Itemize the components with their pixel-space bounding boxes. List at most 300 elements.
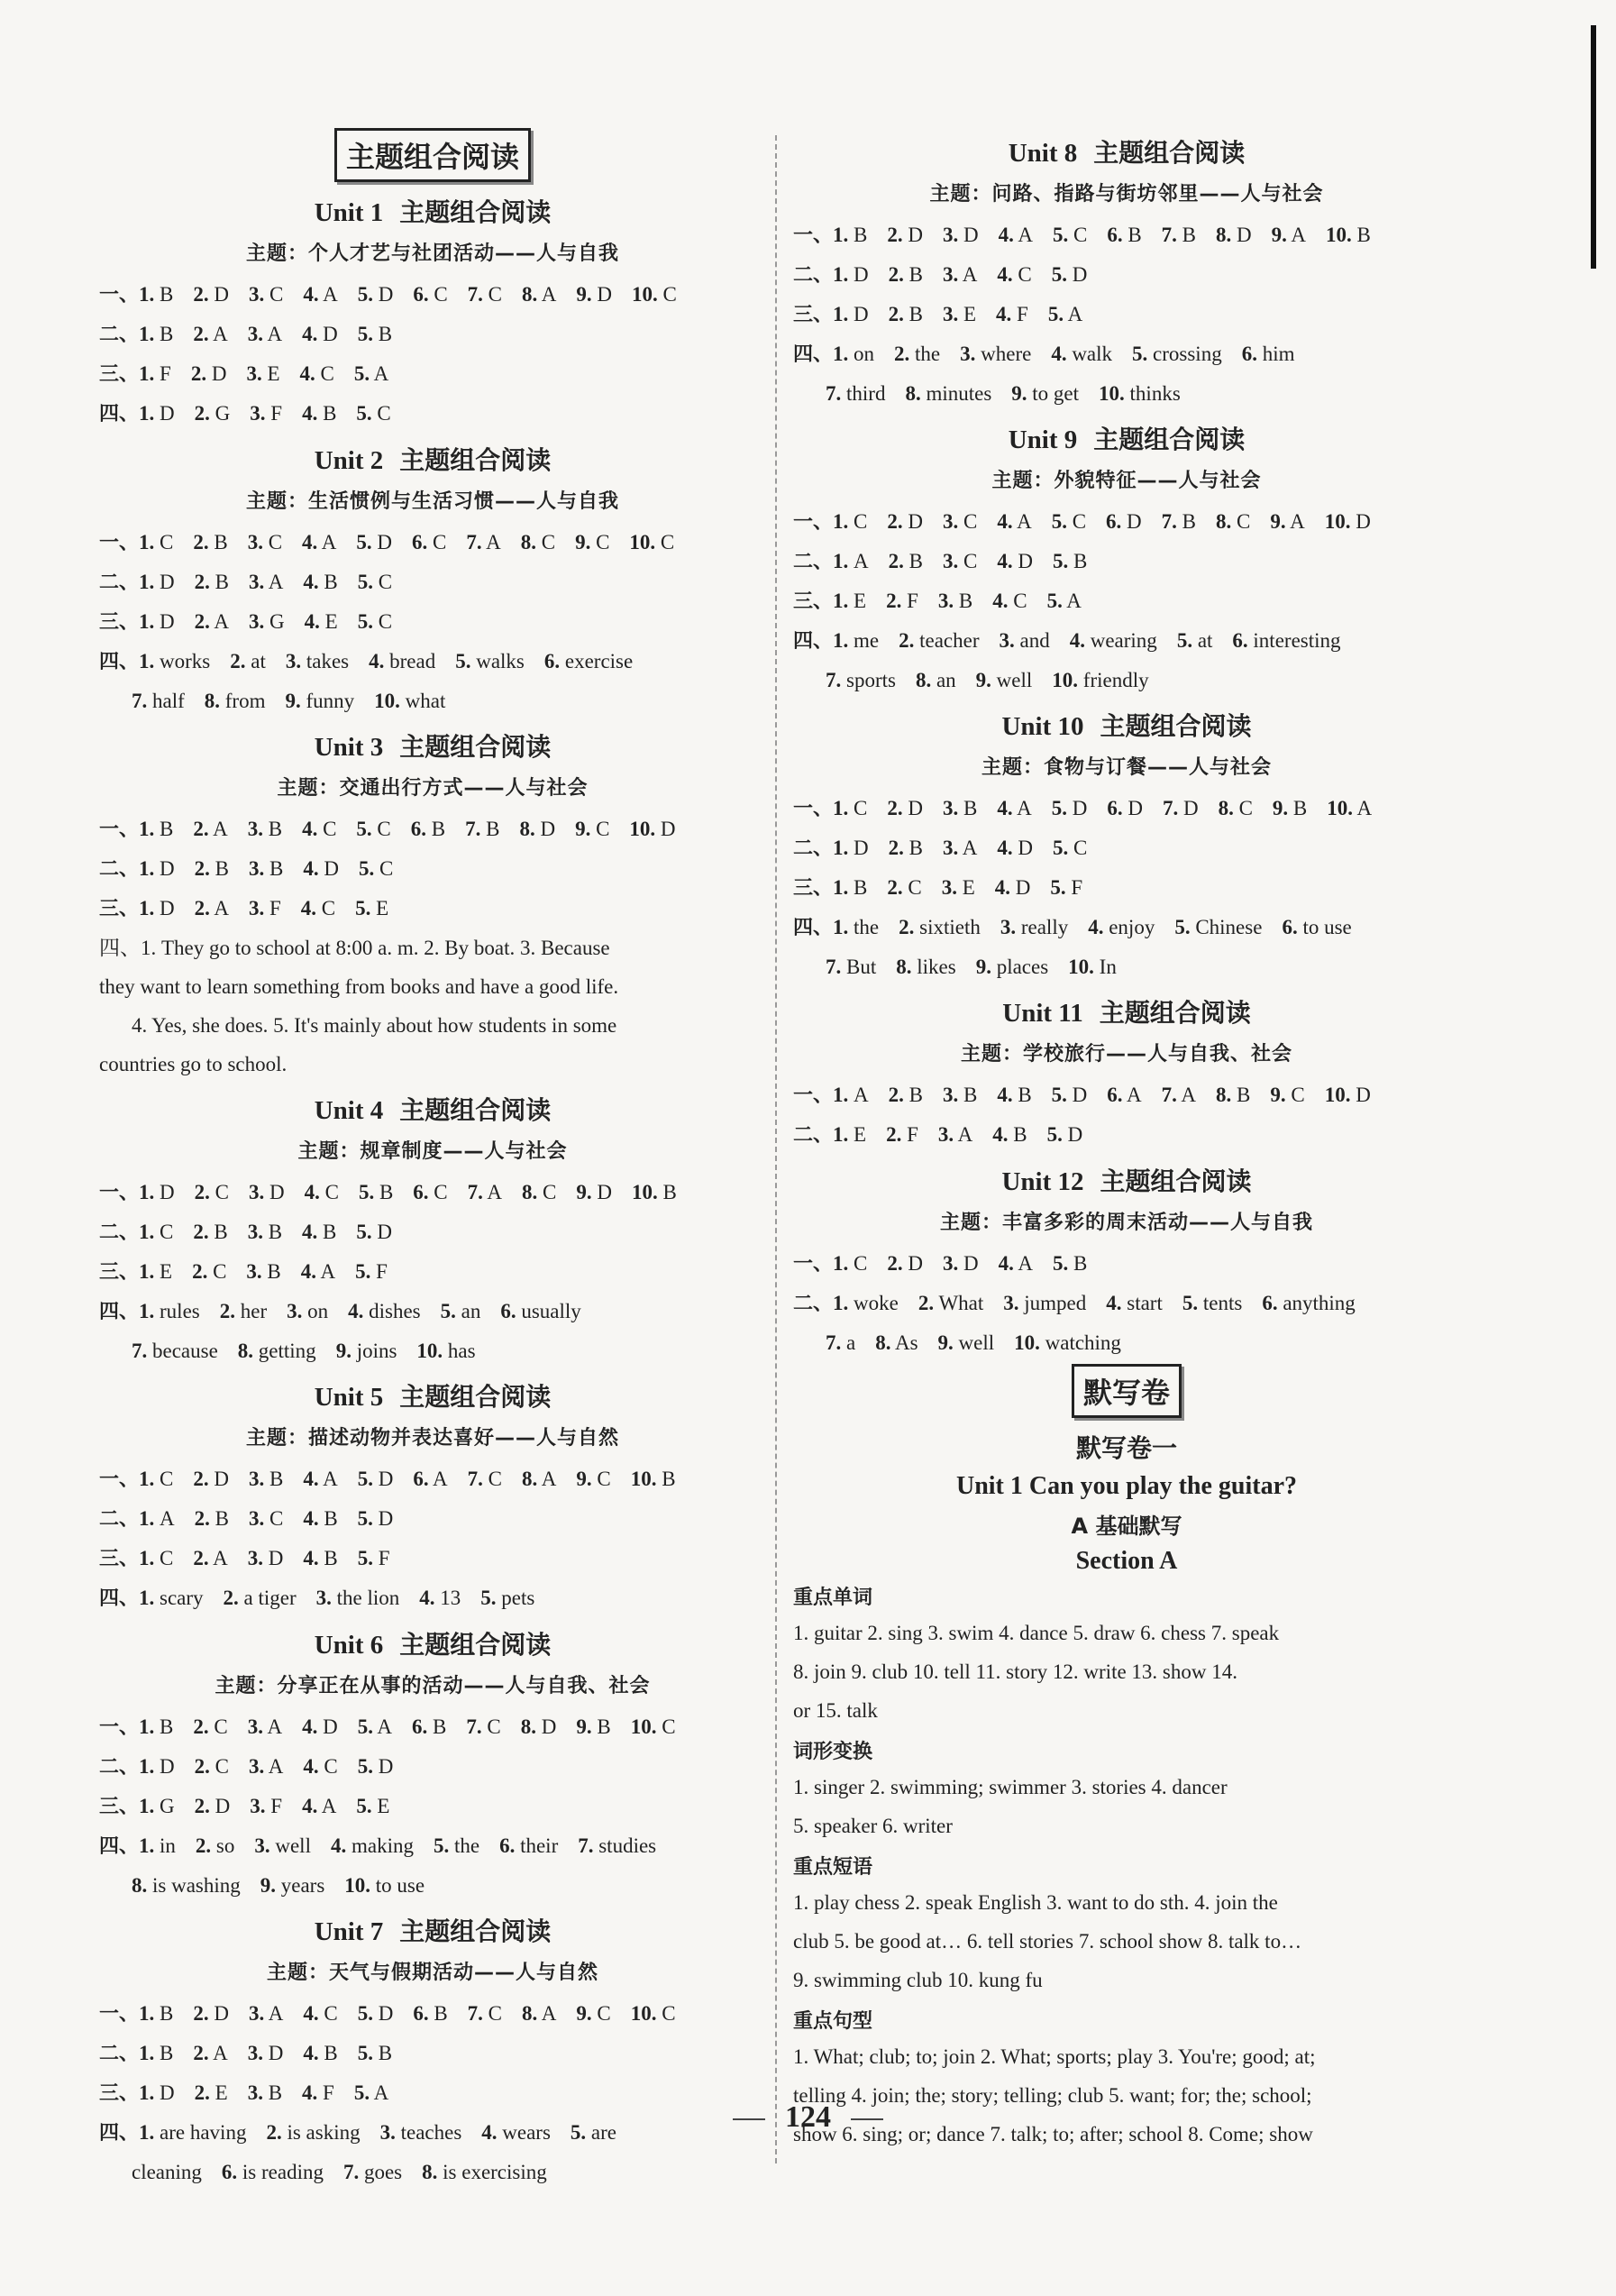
answer-item [413,1181,447,1203]
answer-number: 1. [139,2081,155,2104]
answer-item [943,303,976,325]
row-lead: 二、 [99,324,140,346]
answer-item [576,1468,610,1490]
answer-number: 1. [139,283,155,306]
answer-item [132,1340,218,1362]
answer-paragraph [99,928,766,1084]
answer-number: 6. [412,1715,428,1738]
answer-item [139,1715,173,1738]
answer-value: on [854,343,875,365]
answer-number: 6. [1241,343,1257,365]
answer-number: 8. [204,690,221,712]
answer-row [99,563,766,602]
answer-number: 1. [139,2121,155,2144]
answer-number: 9. [576,283,592,306]
answer-item [960,343,1031,365]
answer-row [793,1323,1460,1362]
answer-item [434,1834,479,1857]
answer-value: A [1018,1252,1033,1275]
answer-number: 4. [302,1715,318,1738]
answer-item [629,818,675,840]
answer-item [576,1181,612,1203]
answer-value: usually [521,1300,581,1322]
answer-value: crossing [1153,343,1222,365]
answer-value: A [267,323,283,345]
answer-number: 2. [194,610,210,633]
unit-theme: 主题：食物与订餐——人与社会 [981,756,1272,779]
answer-number: 2. [887,1252,903,1275]
answer-value: D [908,224,923,246]
unit-title-zh: 主题组合阅读 [1100,1166,1252,1196]
paragraph-text: they want to learn something from books and have a good life. [99,975,619,998]
answer-item [195,1795,231,1817]
answer-number: 7. [1162,797,1179,819]
answer-row [793,255,1460,295]
paragraph-text: 4. Yes, she does. 5. It's mainly about how students in some [132,1014,617,1037]
answer-item [139,1468,173,1490]
answer-number: 1. [833,263,849,286]
unit-title [793,133,1460,169]
answer-item [359,857,393,880]
answer-value: D [1015,876,1031,899]
answer-value: B [160,2002,174,2025]
row-lead: 一、 [99,1716,140,1739]
answer-row [99,1866,766,1905]
answer-number: 4. [330,1834,347,1857]
answer-value: B [908,837,923,859]
answer-item [1107,1084,1141,1106]
answer-row [99,1331,766,1370]
answer-number: 5. [1051,510,1067,533]
answer-item [285,690,354,712]
answer-value: A [321,531,337,553]
answer-number: 8. [905,382,921,405]
answer-number: 3. [248,2002,265,2025]
unit-title-zh: 主题组合阅读 [399,445,552,475]
answer-number: 4. [369,650,385,672]
answer-item [193,2002,229,2025]
answer-value: woke [854,1292,899,1314]
answer-number: 10. [1014,1331,1040,1354]
answer-number: 2. [190,362,207,385]
answer-item [833,1252,867,1275]
answer-item [833,837,869,859]
answer-number: 9. [1272,797,1289,819]
answer-value: E [377,1795,390,1817]
answer-value: D [1356,510,1371,533]
answer-value: F [376,1260,388,1283]
answer-number: 4. [303,1547,319,1569]
answer-item [1106,510,1142,533]
answer-row [793,542,1460,581]
answer-item [1270,510,1304,533]
answer-number: 1. [833,876,849,899]
answer-value: A [377,1715,393,1738]
answer-item [302,1715,338,1738]
answer-row [793,908,1460,947]
answer-item [369,650,435,672]
answer-number: 3. [937,590,954,612]
answer-value: C [1072,510,1087,533]
paragraph-line [99,967,766,1006]
unit-title-zh: 主题组合阅读 [1093,138,1246,168]
answer-number: 4. [998,1252,1014,1275]
answer-item [356,818,390,840]
answer-value: the [915,343,941,365]
answer-item [631,1715,676,1738]
answer-value: pets [501,1587,535,1609]
answer-item [412,1715,446,1738]
answer-row [99,2034,766,2073]
answer-number: 4. [303,1755,319,1778]
answer-item [249,2002,283,2025]
answer-item [1051,343,1112,365]
answer-number: 5. [357,1715,373,1738]
unit-title [793,420,1460,456]
answer-item [1053,550,1087,572]
answer-number: 8. [1218,797,1234,819]
answer-value: F [907,590,918,612]
dictation-line: 1. singer 2. swimming; swimmer 3. stories 4. dancer [793,1776,1228,1798]
answer-value: minutes [926,382,992,405]
right-units [793,133,1460,1362]
answer-number: 5. [357,571,373,593]
answer-number: 3. [248,1181,265,1203]
right-column [793,126,1460,2154]
row-lead: 二、 [793,551,834,573]
row-lead: 一、 [99,1468,140,1491]
answer-item [303,1468,337,1490]
answer-value: half [152,690,185,712]
answer-value: A [323,283,338,306]
answer-item [1047,1123,1083,1146]
answer-value: A [213,2042,228,2064]
answer-value: E [376,897,389,919]
answer-item [248,1547,284,1569]
answer-number: 6. [1262,1292,1278,1314]
answer-row [793,334,1460,374]
answer-item [1000,629,1050,652]
answer-value: A [1181,1084,1197,1106]
answer-value: scary [160,1587,204,1609]
answer-number: 6. [1107,1084,1123,1106]
row-lead: 三、 [99,611,140,634]
answer-value: B [1018,1084,1032,1106]
answer-value: B [486,818,500,840]
answer-row [99,1499,766,1539]
answer-number: 2. [888,837,904,859]
page-number: 124 [0,2100,1616,2135]
answer-value: A [854,550,869,572]
answer-item [254,1834,311,1857]
answer-number: 2. [899,916,915,938]
row-lead: 二、 [793,1124,834,1147]
answer-value: B [908,303,923,325]
answer-number: 5. [1046,590,1063,612]
answer-value: B [1182,510,1196,533]
answer-value: A [321,1795,337,1817]
answer-value: C [160,1221,174,1243]
answer-value: D [1182,797,1199,819]
answer-item [943,263,977,286]
answer-item [833,1084,869,1106]
answer-value: C [269,1507,284,1530]
row-lead: 二、 [793,264,834,287]
answer-number: 9. [576,2002,592,2025]
answer-number: 3. [248,1468,265,1490]
answer-number: 4. [997,837,1013,859]
answer-item [195,571,229,593]
answer-number: 7. [467,283,483,306]
answer-value: is reading [242,2161,324,2183]
answer-value: are having [160,2121,247,2144]
answer-number: 5. [358,1181,375,1203]
answer-number: 4. [302,531,318,553]
answer-item [1052,1084,1088,1106]
answer-number: 5. [1051,797,1067,819]
answer-number: 4. [303,1468,319,1490]
answer-value: cleaning [132,2161,202,2183]
answer-item [522,1468,556,1490]
row-lead: 二、 [793,837,834,860]
answer-value: B [1182,224,1196,246]
answer-value: places [996,956,1049,978]
answer-number: 5. [357,283,373,306]
answer-number: 6. [413,1181,429,1203]
answer-value: D [268,1547,284,1569]
answer-value: B [268,1221,283,1243]
answer-number: 2. [193,531,209,553]
dictation-section [793,1364,1460,2154]
answer-value: C [1013,590,1027,612]
answer-number: 9. [975,669,991,691]
answer-number: 5. [1047,303,1064,325]
answer-number: 4. [997,510,1013,533]
answer-value: has [447,1340,476,1362]
answer-number: 2. [886,1123,902,1146]
answer-number: 2. [193,1715,209,1738]
answer-value: to get [1032,382,1080,405]
row-lead: 四、 [99,2122,140,2145]
answer-number: 3. [247,1221,263,1243]
answer-number: 4. [1088,916,1104,938]
dictation-line: 8. join 9. club 10. tell 11. story 12. write 13. show 14. [793,1660,1237,1683]
row-lead: 四、 [793,917,834,939]
answer-value: C [215,1755,229,1778]
answer-value: B [268,2081,283,2104]
answer-item [193,818,227,840]
answer-item [344,1874,425,1897]
unit-theme: 主题：外貌特征——人与社会 [991,470,1262,492]
answer-value: D [323,1715,338,1738]
answer-value: her [240,1300,268,1322]
answer-value: D [378,283,394,306]
answer-item [631,2002,676,2025]
row-lead: 三、 [793,304,834,326]
answer-item [249,897,281,919]
answer-number: 3. [937,1123,954,1146]
answer-value: B [267,1260,281,1283]
answer-value: B [215,571,229,593]
answer-value: B [963,1084,978,1106]
answer-number: 2. [918,1292,935,1314]
answer-number: 3. [247,2042,263,2064]
answer-value: D [1072,1084,1088,1106]
answer-number: 2. [886,590,902,612]
row-lead: 一、 [99,1182,140,1204]
row-lead: 三、 [99,898,140,920]
answer-number: 1. [833,629,849,652]
answer-number: 3. [246,1260,262,1283]
answer-number: 5. [480,1587,497,1609]
answer-value: D [1067,1123,1083,1146]
answer-item [305,610,338,633]
answer-value: A [541,2002,557,2025]
answer-number: 9. [576,1468,592,1490]
row-lead: 四、 [99,403,140,425]
answer-item [1052,510,1086,533]
answer-item [302,1221,336,1243]
dictation-group-head: 词形变换 [793,1741,873,1763]
answer-value: C [213,1260,227,1283]
answer-item [522,2002,556,2025]
answer-number: 8. [896,956,912,978]
answer-value: Chinese [1195,916,1263,938]
answer-value: on [307,1300,329,1322]
answer-number: 1. [833,343,849,365]
row-lead: 三、 [99,1261,140,1284]
answer-item [1107,224,1141,246]
answer-value: B [1237,1084,1251,1106]
answer-number: 2. [899,629,915,652]
row-lead: 三、 [793,877,834,900]
answer-number: 2. [888,1084,904,1106]
answer-item [889,1084,923,1106]
answer-value: D [378,1755,394,1778]
answer-number: 10. [631,1181,658,1203]
unit-theme: 主题：描述动物并表达喜好——人与自然 [245,1427,619,1450]
answer-value: interesting [1253,629,1341,652]
row-lead: 一、 [793,511,834,534]
answer-number: 3. [247,1547,263,1569]
row-lead: 三、 [99,1548,140,1570]
answer-row [99,354,766,394]
answer-value: D [323,323,338,345]
answer-value: D [377,531,393,553]
answer-value: B [269,857,284,880]
answer-number: 8. [522,283,538,306]
answer-value: D [214,1468,229,1490]
answer-value: A [854,1084,869,1106]
answer-item [905,382,991,405]
answer-number: 3. [1003,1292,1019,1314]
answer-row [99,849,766,889]
answer-item [899,916,981,938]
answer-number: 5. [1052,1252,1069,1275]
answer-value: C [596,531,610,553]
answer-value: B [662,1181,677,1203]
answer-row [99,1826,766,1866]
answer-number: 8. [875,1331,891,1354]
answer-value: A [1291,224,1306,246]
answer-value: D [268,2042,284,2064]
answer-number: 3. [247,2081,263,2104]
unit-title-en: Unit 1 [314,198,384,227]
row-lead: 三、 [99,1796,140,1818]
answer-value: A [268,571,284,593]
answer-number: 3. [379,2121,396,2144]
answer-item [139,1221,173,1243]
unit-theme: 主题：规章制度——人与社会 [297,1140,568,1163]
answer-item [195,1755,229,1778]
answer-number: 10. [1052,669,1079,691]
answer-number: 8. [519,818,535,840]
answer-row [793,581,1460,621]
answer-value: C [215,1181,229,1203]
dictation-subtitle: 默写卷一 [1075,1433,1177,1463]
answer-number: 4. [348,1300,364,1322]
answer-number: 5. [1051,263,1067,286]
row-lead: 四、 [99,1587,140,1610]
answer-item [833,343,874,365]
answer-value: start [1127,1292,1163,1314]
row-lead: 一、 [99,819,140,841]
answer-item [887,224,923,246]
unit-title [793,993,1460,1029]
answer-item [359,1181,393,1203]
answer-number: 1. [139,1468,155,1490]
answer-item [195,402,231,425]
answer-item [1052,669,1148,691]
answer-item [193,2042,227,2064]
answer-value: C [160,531,174,553]
answer-item [1216,1084,1250,1106]
answer-value: A [1018,224,1033,246]
answer-number: 1. [139,1507,155,1530]
answer-item [303,1547,337,1569]
answer-item [576,2002,610,2025]
answer-row [99,2153,766,2191]
answer-number: 10. [630,2002,657,2025]
answer-number: 2. [887,224,903,246]
unit-title [99,1377,766,1413]
answer-item [139,283,173,306]
answer-value: B [379,1181,394,1203]
dictation-unit-title: Unit 1 Can you play the guitar? [955,1472,1298,1500]
answer-item [355,897,388,919]
answer-item [1053,224,1087,246]
answer-number: 10. [629,818,656,840]
answer-number: 3. [285,650,302,672]
answer-item [303,571,337,593]
unit-theme: 主题：生活惯例与生活习惯——人与自我 [245,490,619,513]
answer-item [220,1300,267,1322]
answer-number: 5. [1182,1292,1199,1314]
answer-row [793,1284,1460,1323]
answer-item [303,2042,337,2064]
answer-item [1262,1292,1356,1314]
answer-value: an [936,669,956,691]
answer-item [1177,629,1213,652]
answer-value: C [541,531,556,553]
paragraph-text: countries go to school. [99,1053,288,1075]
answer-value: F [907,1123,918,1146]
unit-title-en: Unit 2 [314,446,384,475]
answer-value: really [1020,916,1069,938]
answer-item [195,1181,229,1203]
answer-item [302,1795,336,1817]
answer-number: 8. [520,531,536,553]
